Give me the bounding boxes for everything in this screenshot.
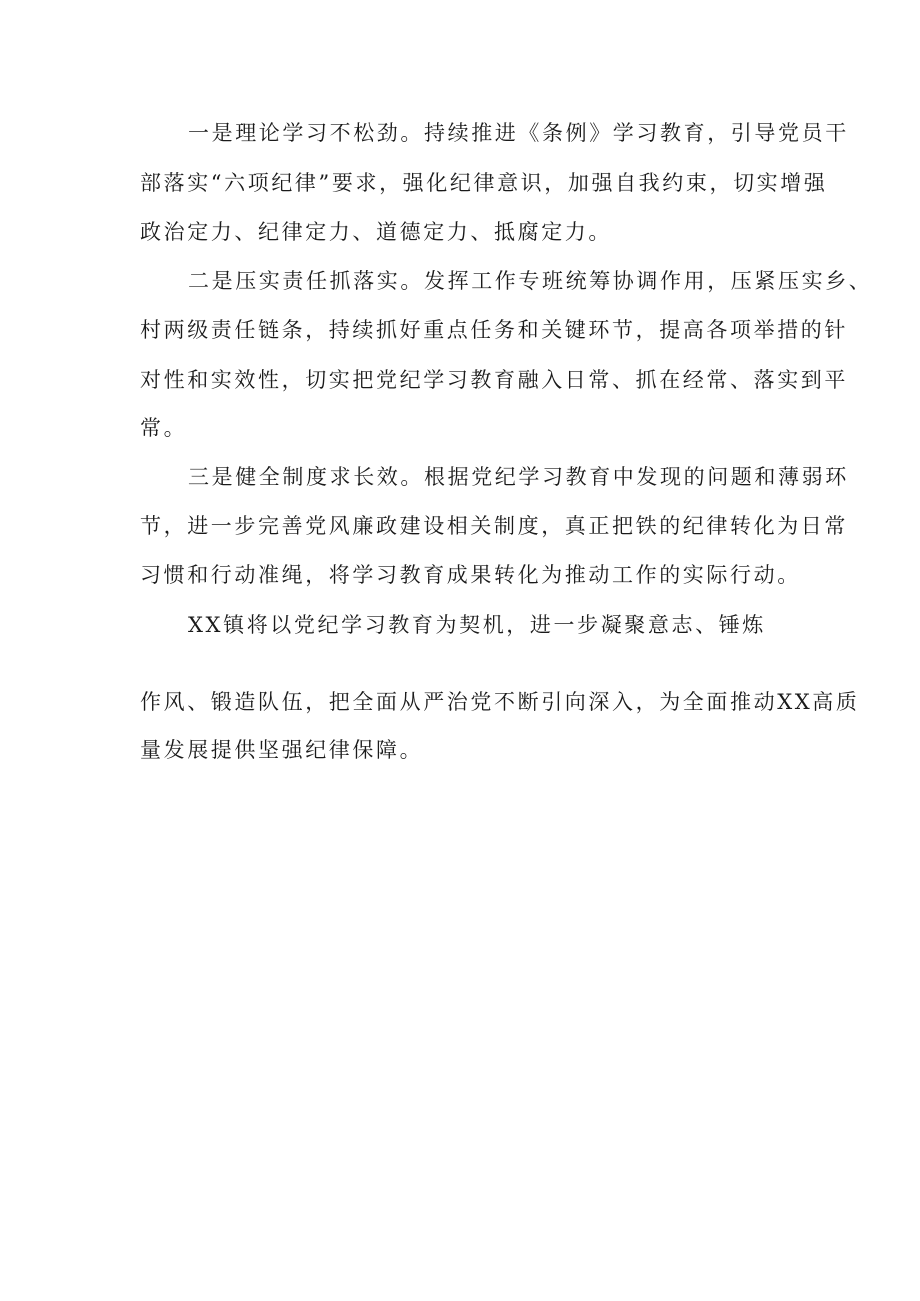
- text-line: 一是理论学习不松劲。持续推进《条例》学习教育，引导党员干: [188, 121, 849, 145]
- text-line: 部落实“六项纪律”要求，强化纪律意识，加强自我约束，切实增强: [140, 171, 828, 195]
- text-line: 量发展提供坚强纪律保障。: [140, 738, 424, 762]
- text-line: 节，进一步完善党风廉政建设相关制度，真正把铁的纪律转化为日常: [140, 514, 848, 538]
- text-line: XX镇将以党纪学习教育为契机，进一步凝聚意志、锤炼: [188, 613, 766, 637]
- text-line: 三是健全制度求长效。根据党纪学习教育中发现的问题和薄弱环: [188, 465, 849, 489]
- text-line: 作风、锻造队伍，把全面从严治党不断引向深入，为全面推动XX高质: [140, 690, 860, 714]
- text-line: 村两级责任链条，持续抓好重点任务和关键环节，提高各项举措的针: [140, 318, 848, 342]
- text-line: 常。: [140, 416, 188, 440]
- text-line: 政治定力、纪律定力、道德定力、抵腐定力。: [140, 220, 612, 244]
- text-line: 二是压实责任抓落实。发挥工作专班统筹协调作用，压紧压实乡、: [188, 269, 873, 293]
- text-line: 习惯和行动准绳，将学习教育成果转化为推动工作的实际行动。: [140, 563, 801, 587]
- text-line: 对性和实效性，切实把党纪学习教育融入日常、抓在经常、落实到平: [140, 368, 848, 392]
